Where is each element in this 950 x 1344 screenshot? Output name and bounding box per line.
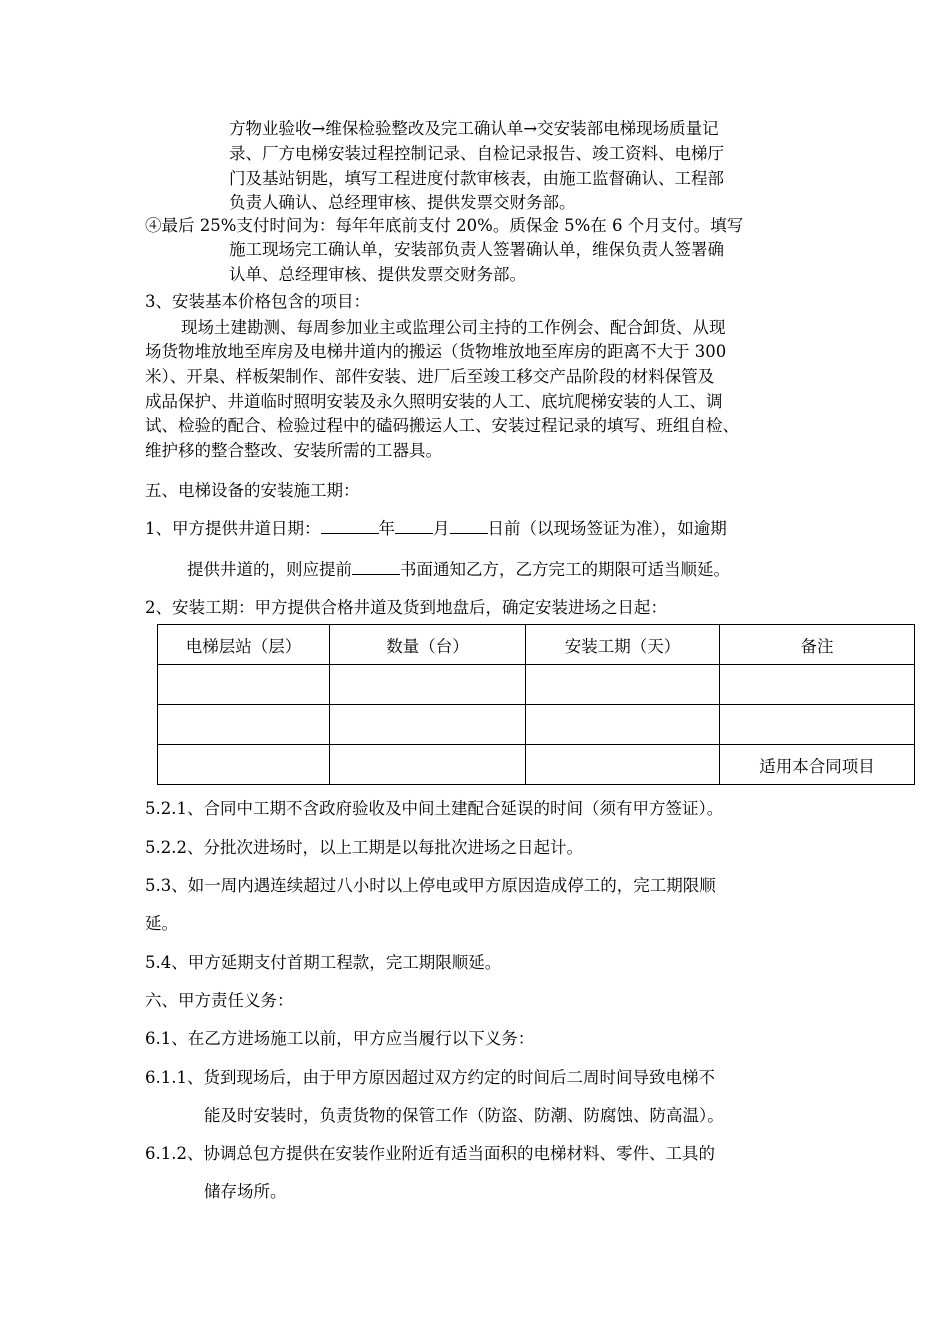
section-heading: 六、甲方责任义务： (145, 991, 294, 1010)
text-line: 能及时安装时，负责货物的保管工作（防盗、防潮、防腐蚀、防高温）。 (204, 1106, 724, 1125)
blank-year (321, 515, 379, 534)
table-cell (526, 665, 720, 705)
label: 1、甲方提供井道日期： (145, 519, 321, 538)
table-cell (158, 665, 330, 705)
table-header: 电梯层站（层） (158, 625, 330, 665)
text-line (187, 556, 730, 582)
blank-day (450, 515, 488, 534)
section-heading: 3、安装基本价格包含的项目： (145, 292, 370, 311)
table-cell (720, 665, 915, 705)
schedule-table (157, 624, 915, 785)
table-header-row (158, 625, 915, 665)
table-header: 数量（台） (330, 625, 526, 665)
table-cell (526, 705, 720, 745)
text-line: 5.2.2、分批次进场时，以上工期是以每批次进场之日起计。 (145, 838, 583, 857)
table-cell: 适用本合同项目 (720, 745, 915, 785)
text-line: 成品保护、井道临时照明安装及永久照明安装的人工、底坑爬梯安装的人工、调 (145, 392, 723, 411)
text-line: 录、厂方电梯安装过程控制记录、自检记录报告、竣工资料、电梯厅 (229, 144, 724, 163)
text-line: 储存场所。 (204, 1182, 287, 1201)
text-line: 2、安装工期：甲方提供合格井道及货到地盘后，确定安装进场之日起： (145, 598, 667, 617)
blank-notice (352, 556, 400, 575)
text-line: 5.4、甲方延期支付首期工程款，完工期限顺延。 (145, 953, 502, 972)
section-heading: 五、电梯设备的安装施工期： (145, 481, 360, 500)
label: 书面通知乙方，乙方完工的期限可适当顺延。 (400, 560, 730, 579)
text-line: 6.1.2、协调总包方提供在安装作业附近有适当面积的电梯材料、零件、工具的 (145, 1144, 715, 1163)
text-line: 试、检验的配合、检验过程中的磕码搬运人工、安装过程记录的填写、班组自检、 (145, 416, 739, 435)
text-line: 现场土建勘测、每周参加业主或监理公司主持的工作例会、配合卸货、从现 (181, 318, 726, 337)
table-header: 备注 (720, 625, 915, 665)
label: 年 (378, 519, 395, 538)
text-line: 负责人确认、总经理审核、提供发票交财务部。 (229, 193, 576, 212)
text-line (145, 515, 727, 541)
text-line: 延。 (145, 914, 178, 933)
text-line: 5.2.1、合同中工期不含政府验收及中间土建配合延误的时间（须有甲方签证）。 (145, 799, 724, 818)
text-line: 认单、总经理审核、提供发票交财务部。 (229, 265, 526, 284)
text-line: 场货物堆放地至库房及电梯井道内的搬运（货物堆放地至库房的距离不大于 300 (145, 342, 727, 361)
text-line: 维护移的整合整改、安装所需的工器具。 (145, 441, 442, 460)
label: 月 (433, 519, 450, 538)
table-cell (158, 745, 330, 785)
table-cell (330, 705, 526, 745)
table-cell (330, 745, 526, 785)
table-row (158, 745, 915, 785)
text-line: 门及基站钥匙，填写工程进度付款审核表，由施工监督确认、工程部 (229, 169, 724, 188)
table-row (158, 665, 915, 705)
label: 日前（以现场签证为准），如逾期 (487, 519, 727, 538)
table-cell (330, 665, 526, 705)
text-line: ④最后 25%支付时间为：每年年底前支付 20%。质保金 5%在 6 个月支付。填写 (145, 216, 744, 235)
text-line: 6.1.1、货到现场后，由于甲方原因超过双方约定的时间后二周时间导致电梯不 (145, 1068, 715, 1087)
table-cell (526, 745, 720, 785)
text-line: 方物业验收→维保检验整改及完工确认单→交安装部电梯现场质量记 (229, 119, 719, 138)
label: 提供井道的，则应提前 (187, 560, 352, 579)
table-cell (158, 705, 330, 745)
text-line: 施工现场完工确认单，安装部负责人签署确认单，维保负责人签署确 (229, 240, 724, 259)
blank-month (395, 515, 433, 534)
text-line: 6.1、在乙方进场施工以前，甲方应当履行以下义务： (145, 1029, 535, 1048)
text-line: 米）、开臬、样板架制作、部件安装、进厂后至竣工移交产品阶段的材料保管及 (145, 367, 715, 386)
text-line: 5.3、如一周内遇连续超过八小时以上停电或甲方原因造成停工的，完工期限顺 (145, 876, 716, 895)
table-row (158, 705, 915, 745)
table-header: 安装工期（天） (526, 625, 720, 665)
table-cell (720, 705, 915, 745)
